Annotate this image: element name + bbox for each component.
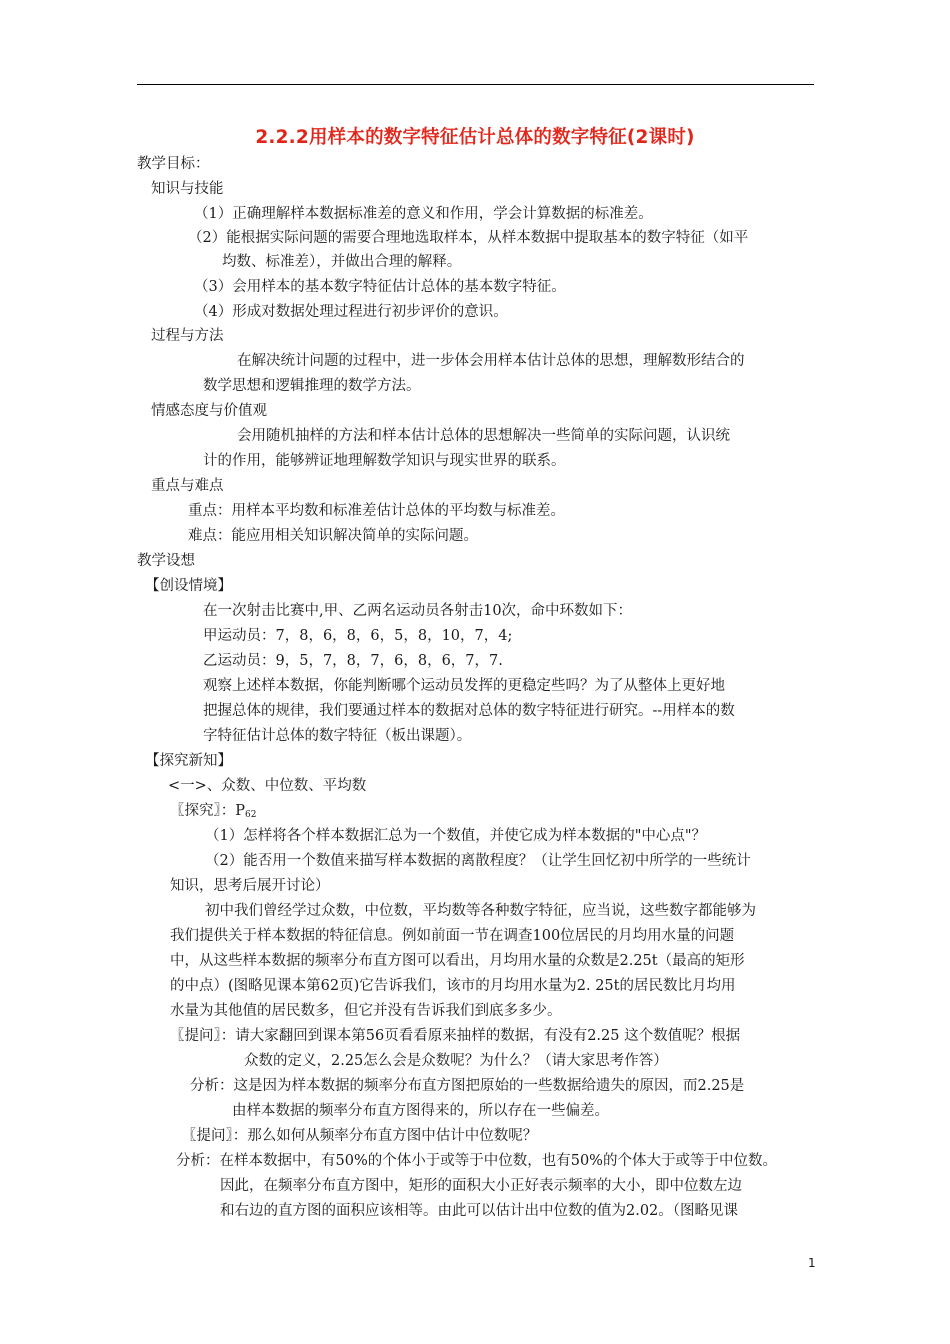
paragraph-line: 水量为其他值的居民数多，但它并没有告诉我们到底多多少。 <box>170 1003 562 1019</box>
design-heading: 教学设想 <box>137 553 195 569</box>
difficulty-line: 难点：能应用相关知识解决简单的实际问题。 <box>188 528 478 544</box>
situation-line: 观察上述样本数据，你能判断哪个运动员发挥的更稳定些吗？为了从整体上更好地 <box>203 678 725 694</box>
knowledge-item: （4）形成对数据处理过程进行初步评价的意识。 <box>194 304 508 320</box>
attitude-heading: 情感态度与价值观 <box>151 403 267 419</box>
question-line: （1）怎样将各个样本数据汇总为一个数值，并使它成为样本数据的"中心点"？ <box>205 828 707 844</box>
knowledge-item: 均数、标准差），并做出合理的解释。 <box>222 254 462 270</box>
explore-heading: 【探究新知】 <box>145 753 232 769</box>
focus-line: 重点：用样本平均数和标准差估计总体的平均数与标准差。 <box>188 503 565 519</box>
paragraph-line: 我们提供关于样本数据的特征信息。例如前面一节在调查100位居民的月均用水量的问题 <box>170 928 735 944</box>
page-title: 2.2.2用样本的数字特征估计总体的数字特征(2课时) <box>255 127 695 148</box>
probe-line <box>170 801 256 825</box>
situation-line: 在一次射击比赛中,甲、乙两名运动员各射击10次，命中环数如下： <box>203 603 633 619</box>
header-rule <box>137 84 814 85</box>
knowledge-heading: 知识与技能 <box>151 181 224 197</box>
ask-line: 〖提问〗：那么如何从频率分布直方图中估计中位数呢？ <box>182 1128 538 1144</box>
situation-line: 甲运动员：7，8，6，8，6，5，8，10，7，4; <box>203 628 513 644</box>
situation-line: 把握总体的规律，我们要通过样本的数据对总体的数字特征进行研究。--用样本的数 <box>203 703 735 719</box>
analysis-line: 分析：这是因为样本数据的频率分布直方图把原始的一些数据给遗失的原因，而2.25是 <box>190 1078 745 1094</box>
section-heading: <一>、众数、中位数、平均数 <box>168 778 367 794</box>
analysis-line: 因此，在频率分布直方图中，矩形的面积大小正好表示频率的大小，即中位数左边 <box>220 1178 742 1194</box>
knowledge-item: （2）能根据实际问题的需要合理地选取样本，从样本数据中提取基本的数字特征（如平 <box>188 230 749 246</box>
attitude-line: 计的作用，能够辨证地理解数学知识与现实世界的联系。 <box>203 453 566 469</box>
probe-subscript: 62 <box>245 810 257 820</box>
question-line: （2）能否用一个数值来描写样本数据的离散程度？（让学生回忆初中所学的一些统计 <box>205 853 751 869</box>
situation-line: 乙运动员：9，5，7，8，7，6，8，6，7，7. <box>203 653 503 669</box>
process-line: 数学思想和逻辑推理的数学方法。 <box>203 378 421 394</box>
process-line: 在解决统计问题的过程中，进一步体会用样本估计总体的思想，理解数形结合的 <box>237 353 745 369</box>
process-heading: 过程与方法 <box>151 328 224 344</box>
paragraph-line: 初中我们曾经学过众数，中位数，平均数等各种数字特征，应当说，这些数字都能够为 <box>205 903 756 919</box>
question-line: 知识，思考后展开讨论） <box>170 878 330 894</box>
ask-line: 众数的定义，2.25怎么会是众数呢？为什么？（请大家思考作答） <box>244 1053 668 1069</box>
attitude-line: 会用随机抽样的方法和样本估计总体的思想解决一些简单的实际问题，认识统 <box>237 428 730 444</box>
goals-heading: 教学目标： <box>137 156 210 172</box>
paragraph-line: 的中点）(图略见课本第62页)它告诉我们，该市的月均用水量为2. 25t的居民数比月均用 <box>170 978 736 994</box>
analysis-line: 分析：在样本数据中，有50%的个体小于或等于中位数，也有50%的个体大于或等于中位数。 <box>176 1153 777 1169</box>
ask-line: 〖提问〗：请大家翻回到课本第56页看看原来抽样的数据，有没有2.25 这个数值呢？根据 <box>170 1028 741 1044</box>
analysis-line: 由样本数据的频率分布直方图得来的，所以存在一些偏差。 <box>232 1103 609 1119</box>
knowledge-item: （3）会用样本的基本数字特征估计总体的基本数字特征。 <box>194 279 566 295</box>
paragraph-line: 中，从这些样本数据的频率分布直方图可以看出，月均用水量的众数是2.25t（最高的矩形 <box>170 953 745 969</box>
knowledge-item: （1）正确理解样本数据标准差的意义和作用，学会计算数据的标准差。 <box>194 206 653 222</box>
probe-label: 〖探究〗：P <box>170 803 246 819</box>
keypoints-heading: 重点与难点 <box>151 478 224 494</box>
analysis-line: 和右边的直方图的面积应该相等。由此可以估计出中位数的值为2.02。（图略见课 <box>220 1203 739 1219</box>
page-number: 1 <box>808 1256 816 1270</box>
situation-heading: 【创设情境】 <box>145 578 232 594</box>
situation-line: 字特征估计总体的数字特征（板出课题）。 <box>203 728 472 744</box>
